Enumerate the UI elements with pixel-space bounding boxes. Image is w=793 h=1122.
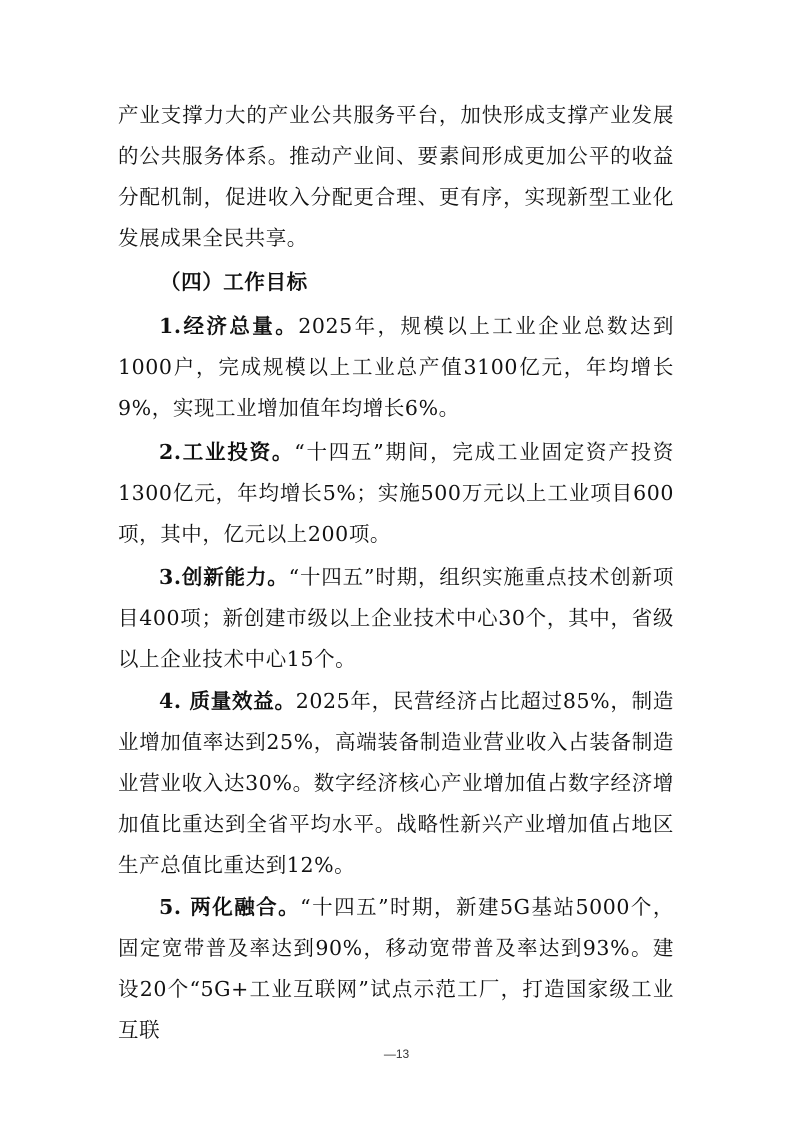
item-quality-efficiency bbox=[118, 681, 674, 886]
item-text: “十四五”时期，新建5G基站5000个，固定宽带普及率达到90%，移动宽带普及率达到93%。建设20个“5G+工业互联网”试点示范工厂，打造国家级工业互联 bbox=[118, 895, 674, 1042]
item-title: 1.经济总量。 bbox=[159, 314, 299, 338]
item-text: “十四五”期间，完成工业固定资产投资1300亿元，年均增长5%；实施500万元以上工业项目600项，其中，亿元以上200项。 bbox=[118, 440, 674, 546]
item-title: 4. 质量效益。 bbox=[159, 689, 296, 713]
item-integration bbox=[118, 887, 674, 1051]
item-title: 3.创新能力。 bbox=[159, 565, 289, 589]
item-title: 5. 两化融合。 bbox=[159, 895, 301, 919]
item-text: 2025年，规模以上工业企业总数达到1000户，完成规模以上工业总产值3100亿元，年均增长9%，实现工业增加值年均增长6%。 bbox=[118, 314, 674, 420]
item-economic-total bbox=[118, 306, 674, 429]
item-text: 2025年，民营经济占比超过85%，制造业增加值率达到25%，高端装备制造业营业收入占装备制造业营业收入达30%。数字经济核心产业增加值占数字经济增加值比重达到全省平均水平。战略性新兴产业增加值占地区生产总值比重达到12%。 bbox=[118, 689, 674, 877]
page-number: —13 bbox=[383, 1047, 410, 1061]
item-industrial-investment bbox=[118, 432, 674, 555]
section-heading: （四）工作目标 bbox=[160, 270, 308, 294]
item-innovation bbox=[118, 557, 674, 680]
item-text: “十四五”时期，组织实施重点技术创新项目400项；新创建市级以上企业技术中心30个，其中，省级以上企业技术中心15个。 bbox=[118, 565, 674, 671]
intro-paragraph: 产业支撑力大的产业公共服务平台，加快形成支撑产业发展的公共服务体系。推动产业间、要素间形成更加公平的收益分配机制，促进收入分配更合理、更有序，实现新型工业化发展成果全民共享。 bbox=[118, 103, 674, 250]
item-title: 2.工业投资。 bbox=[159, 440, 295, 464]
